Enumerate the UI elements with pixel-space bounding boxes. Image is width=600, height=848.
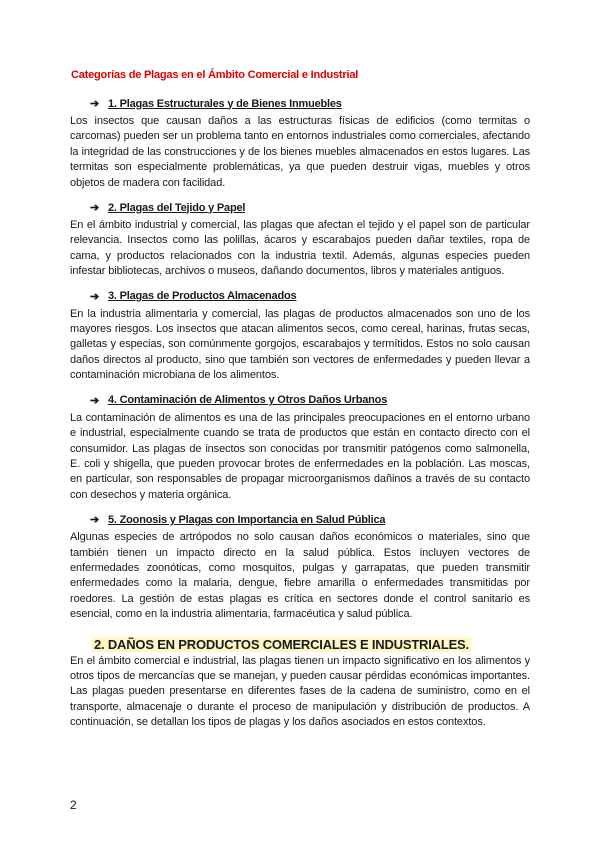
arrow-right-icon: ➔ (90, 394, 100, 407)
section-heading-label: 1. Plagas Estructurales y de Bienes Inmuebles (108, 97, 342, 110)
section-food-contamination (70, 394, 530, 503)
arrow-right-icon: ➔ (90, 202, 100, 215)
section-heading (70, 394, 530, 407)
arrow-right-icon: ➔ (90, 290, 100, 303)
section-structural-pests (70, 97, 530, 191)
section-heading (70, 290, 530, 303)
section-paragraph: En la industria alimentaria y comercial, las plagas de productos almacenados son uno de los mayores riesgos. Los insectos que atacan alimentos secos, como cereal, harinas, frutas secas, galletas y especias, son comúnmente gorgojos, escarabajos y termítidos. Estos no solo causan daños directos al producto, sino que también son vectores de enfermedades y pueden llevar a contaminación microbiana de los alimentos. (70, 307, 530, 382)
section-stored-product-pests (70, 290, 530, 384)
section-paragraph: La contaminación de alimentos es una de las principales preocupaciones en el entorno urbano e industrial, especialmente cuando se trata de productos que están en contacto directo con el consumidor. Las plagas de insectos son conocidas por transmitir patógenos como salmonella, E. coli y shigella, que pueden provocar brotes de enfermedades en la población. Las moscas, en particular, son responsables de propagar microorganismos dañinos a través de su contacto con desechos y materia orgánica. (70, 411, 530, 501)
section-zoonosis (70, 513, 530, 622)
section-heading-label: 3. Plagas de Productos Almacenados (108, 290, 297, 303)
section-paragraph: En el ámbito industrial y comercial, las plagas que afectan el tejido y el papel son de particular relevancia. Insectos como las polillas, ácaros y escarabajos pueden dañar textiles, ropa de cama, y productos relacionados con la industria textil. Además, algunas especies pueden infestar bibliotecas, archivos o museos, dañando documentos, libros y materiales antiguos. (70, 219, 530, 278)
section-paragraph: Algunas especies de artrópodos no solo causan daños económicos o materiales, sino que también tienen un impacto directo en la salud pública. Estos incluyen vectores de enfermedades zoonóticas, como mosquitos, pulgas y garrapatas, que pueden transmitir enfermedades como la malaria, dengue, fiebre amarilla o enfermedades transmitidas por roedores. La gestión de estas plagas es crítica en sectores donde el control sanitario es esencial, como en la industria alimentaria, farmacéutica y salud pública. (70, 531, 530, 621)
document-title: Categorías de Plagas en el Ámbito Comercial e Industrial (71, 69, 359, 81)
section-heading (70, 97, 530, 110)
major-heading-text: 2. DAÑOS EN PRODUCTOS COMERCIALES E INDUSTRIALES. (94, 636, 469, 652)
page-number: 2 (70, 798, 77, 812)
major-paragraph: En el ámbito comercial e industrial, las plagas tienen un impacto significativo en los alimentos y otros tipos de mercancías que se manejan, y pueden causar pérdidas económicas importantes. Las plagas pueden presentarse en diferentes fases de la cadena de suministro, como en el transporte, almacenaje o durante el proceso de manipulación y distribución de productos. A continuación, se detallan los tipos de plagas y los daños asociados en estos contextos. (70, 654, 530, 729)
section-textile-paper-pests (70, 201, 530, 280)
section-heading (70, 201, 530, 214)
arrow-right-icon: ➔ (90, 98, 100, 110)
arrow-right-icon: ➔ (90, 514, 100, 527)
section-heading-label: 5. Zoonosis y Plagas con Importancia en Salud Pública (108, 513, 386, 526)
section-heading-label: 2. Plagas del Tejido y Papel (108, 201, 246, 214)
major-heading (70, 637, 530, 652)
section-heading-label: 4. Contaminación de Alimentos y Otros Daños Urbanos (108, 394, 388, 407)
section-heading (70, 513, 530, 526)
section-paragraph: Los insectos que causan daños a las estructuras físicas de edificios (como termitas o carcomas) pueden ser un problema tanto en entornos industriales como comerciales, afectando la integridad de las construcciones y de los bienes muebles almacenados en estos lugares. Las termitas son especialmente problemáticas, ya que pueden destruir vigas, muebles y otros objetos de madera con facilidad. (70, 115, 530, 189)
